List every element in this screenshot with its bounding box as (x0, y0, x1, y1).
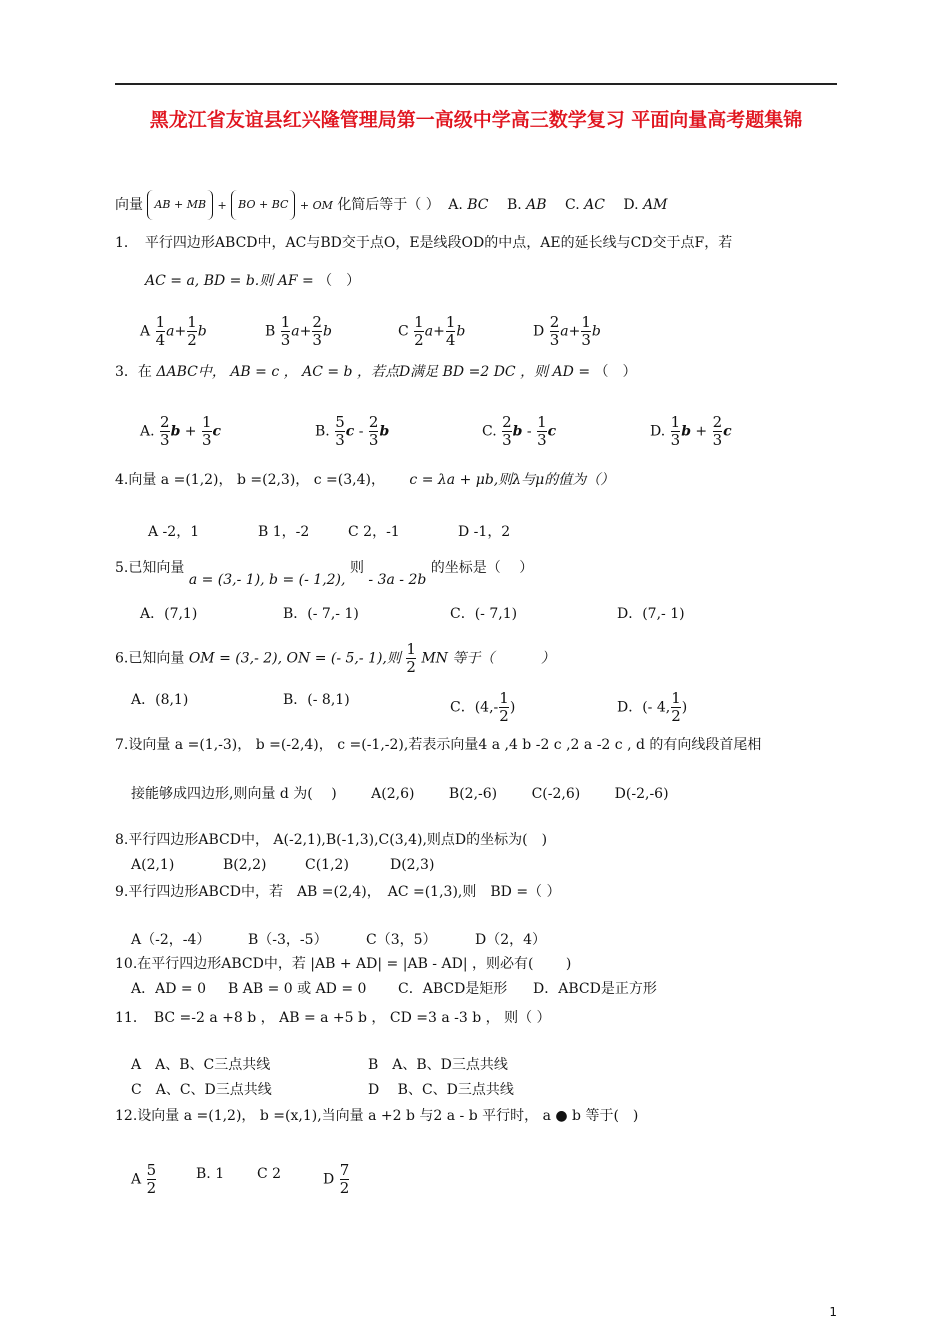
q1-option-a: A $\frac{1}{4}$ a+ $\frac{1}{2}$ b (140, 313, 207, 349)
q9-option-c: C（3，5） (366, 932, 437, 948)
q5-option-c: C．(- 7,1) (450, 606, 518, 622)
q6-option-b: B．(- 8,1) (283, 692, 350, 708)
q4-option-c: C 2，-1 (348, 524, 400, 540)
q8-option-c: C(1,2) (305, 857, 349, 873)
question-6: 6.已知向量 OM = (3,- 2), ON = (- 5,- 1),则 $\frac{1}{2}$ MN 等于（ ） (115, 640, 555, 676)
question-0: 向量 AB + MB + BO + BC + OM 化简后等于（ ） A. BC B. AB C. AC D. AM (115, 190, 668, 220)
option-b-vector: AB (526, 197, 547, 213)
option-a-vector: BC (467, 197, 489, 213)
q9-option-d: D（2，4） (475, 932, 547, 948)
q10-option-a: A．AD = 0 (131, 981, 206, 997)
q12-option-d: D $\frac{7}{2}$ (323, 1161, 350, 1197)
q1-option-b: B $\frac{1}{3}$ a+ $\frac{2}{3}$ b (265, 313, 332, 349)
q11-option-a: A A、B、C三点共线 (131, 1057, 271, 1073)
q8-option-a: A(2,1) (131, 857, 175, 873)
q5-option-a: A．(7,1) (140, 606, 198, 622)
q9-option-a: A（-2，-4） (131, 932, 211, 948)
q12-option-a: A $\frac{5}{2}$ (131, 1161, 157, 1197)
question-12: 12.设向量 a =(1,2)， b =(x,1),当向量 a +2 b 与2 a - b 平行时， a ● b 等于( ) (115, 1108, 639, 1124)
q11-option-b: B A、B、D三点共线 (368, 1057, 508, 1073)
option-c-vector: AC (584, 197, 605, 213)
q1-option-d: D $\frac{2}{3}$ a+ $\frac{1}{3}$ b (533, 313, 601, 349)
header-rule (115, 83, 837, 85)
question-10: 10.在平行四边形ABCD中，若 |AB + AD| = |AB - AD| ，则必有( ) (115, 956, 572, 972)
q4-option-d: D -1，2 (458, 524, 511, 540)
question-7-line-1: 7.设向量 a =(1,-3)， b =(-2,4)， c =(-1,-2),若表示向量4 a ,4 b -2 c ,2 a -2 c , d 的有向线段首尾相 (115, 737, 762, 753)
q6-option-c: C．(4,- $\frac{1}{2}$ ) (450, 689, 516, 725)
q6-option-a: A．(8,1) (131, 692, 189, 708)
q3-option-a: A. $\frac{2}{3}$ b + $\frac{1}{3}$ c (140, 413, 222, 449)
question-11: 11． BC =-2 a +8 b ， AB = a +5 b ， CD =3 a -3 b ， 则（ ） (115, 1010, 551, 1026)
question-9: 9.平行四边形ABCD中，若 AB =(2,4)， AC =(1,3),则 BD =（ ） (115, 884, 561, 900)
q3-option-b: B. $\frac{5}{3}$ c - $\frac{2}{3}$ b (315, 413, 390, 449)
page-title: 黑龙江省友谊县红兴隆管理局第一高级中学高三数学复习 平面向量高考题集锦 (149, 109, 803, 131)
question-1-condition: AC = a, BD = b.则 AF = （ ） (145, 273, 361, 289)
q12-option-c: C 2 (257, 1166, 282, 1182)
vector-group-2: BO + BC (231, 190, 295, 220)
page-number: 1 (829, 1305, 837, 1319)
q10-option-c: C．ABCD是矩形 (398, 981, 508, 997)
q4-option-b: B 1，-2 (258, 524, 310, 540)
question-1: 1． 平行四边形ABCD中，AC与BD交于点O，E是线段OD的中点，AE的延长线与CD交于点F，若 (115, 235, 733, 251)
q6-option-d: D．(- 4, $\frac{1}{2}$ ) (617, 689, 688, 725)
q4-option-a: A -2，1 (148, 524, 200, 540)
q8-option-b: B(2,2) (223, 857, 267, 873)
question-4: 4.向量 a =(1,2)， b =(2,3)， c =(3,4)， c = λa + μb,则λ与μ的值为（） (115, 472, 615, 488)
option-d-vector: AM (643, 197, 668, 213)
question-5: 5.已知向量 a = (3,- 1), b = (- 1,2), 则 - 3a - 2b 的坐标是（ ） (115, 560, 534, 588)
vector-group-1: AB + MB (147, 190, 213, 220)
q9-option-b: B（-3，-5） (248, 932, 328, 948)
q8-option-d: D(2,3) (390, 857, 435, 873)
q10-option-d: D．ABCD是正方形 (533, 981, 657, 997)
question-8: 8.平行四边形ABCD中， A(-2,1),B(-1,3),C(3,4),则点D的坐标为( ) (115, 832, 548, 848)
q3-option-d: D. $\frac{1}{3}$ b + $\frac{2}{3}$ c (650, 413, 732, 449)
question-3: 3．在 ΔABC中， AB = c ， AC = b ，若点D满足 BD =2 DC ，则 AD = （ ） (115, 364, 637, 380)
q12-option-b: B. 1 (196, 1166, 225, 1182)
question-7-line-2: 接能够成四边形,则向量 d 为( ) A(2,6) B(2,-6) C(-2,6) D(-2,-6) (131, 786, 669, 802)
q5-option-d: D．(7,- 1) (617, 606, 685, 622)
q10-option-b: B AB = 0 或 AD = 0 (228, 981, 367, 997)
q11-option-c: C A、C、D三点共线 (131, 1082, 272, 1098)
q1-option-c: C $\frac{1}{2}$ a+ $\frac{1}{4}$ b (398, 313, 466, 349)
q11-option-d: D B、C、D三点共线 (368, 1082, 514, 1098)
q3-option-c: C. $\frac{2}{3}$ b - $\frac{1}{3}$ c (482, 413, 557, 449)
q5-option-b: B．(- 7,- 1) (283, 606, 359, 622)
